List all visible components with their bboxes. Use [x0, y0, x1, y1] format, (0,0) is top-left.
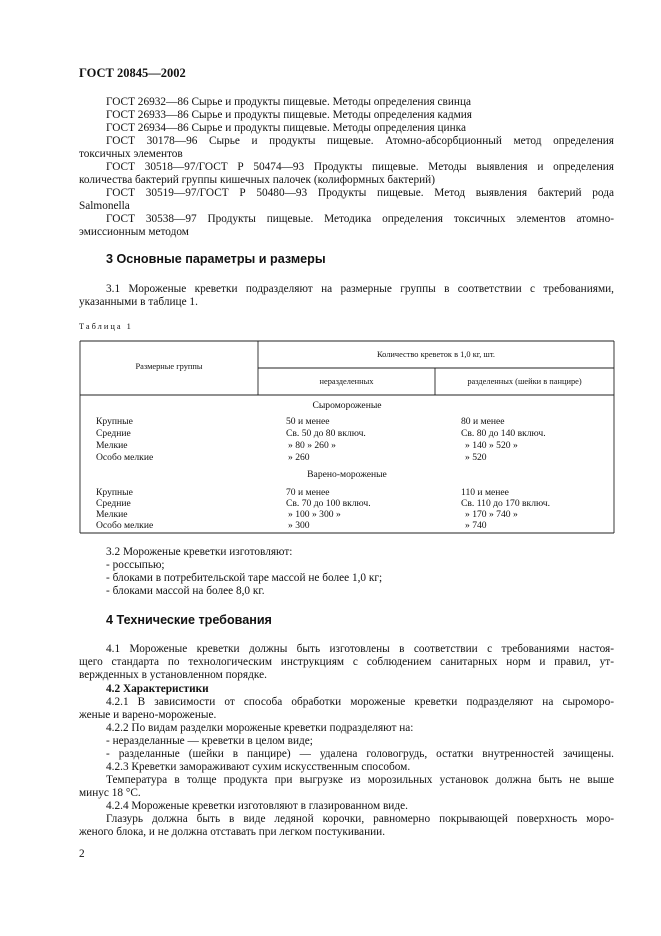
section-4-title: 4 Технические требования — [106, 613, 272, 627]
table-cell-undivided: » 300 — [288, 520, 310, 531]
table-label: Таблица 1 — [79, 322, 133, 331]
table-cell-divided: 110 и менее — [461, 487, 509, 498]
reference-line: ГОСТ 26932—86 Сырье и продукты пищевые. Методы определения свинца — [106, 96, 472, 108]
paragraph-temperature: Температура в толще продукта при выгрузке из морозильных установок должна быть не выше — [106, 774, 614, 786]
document-header: ГОСТ 20845—2002 — [79, 66, 186, 80]
table-cell-divided: » 140 » 520 » — [465, 440, 518, 451]
paragraph-4-1: щего стандарта по технологическим инструкциям с соблюдением санитарных норм и правил, ут- — [79, 656, 614, 668]
table-block-title: Варено-мороженые — [307, 469, 387, 480]
list-item: - неразделанные — креветки в целом виде; — [106, 735, 313, 747]
list-item: - разделанные (шейки в панцире) — удалена головогрудь, остатки внутренностей зачищены. — [106, 748, 614, 760]
table-cell-divided: Св. 80 до 140 включ. — [461, 428, 546, 439]
table-cell-group: Особо мелкие — [96, 520, 154, 531]
table-cell-group: Средние — [96, 498, 131, 509]
list-item: - россыпью; — [106, 559, 165, 571]
section-3-title: 3 Основные параметры и размеры — [106, 252, 326, 266]
paragraph-3-1: 3.1 Мороженые креветки подразделяют на размерные группы в соответствии с требованиями, — [106, 283, 614, 295]
table-cell-undivided: » 80 » 260 » — [288, 440, 336, 451]
list-item: - блоками в потребительской таре массой не более 1,0 кг; — [106, 572, 383, 584]
paragraph-3-2: 3.2 Мороженые креветки изготовляют: — [106, 546, 293, 558]
table-block-title: Сыромороженые — [312, 400, 382, 411]
paragraph-4-2-3: 4.2.3 Креветки замораживают сухим искусственным способом. — [106, 761, 411, 773]
paragraph-4-1: вержденных в установленном порядке. — [79, 669, 267, 681]
table-cell-group: Крупные — [96, 487, 133, 498]
table-cell-group: Средние — [96, 428, 131, 439]
paragraph-4-2-1: 4.2.1 В зависимости от способа обработки мороженые креветки подразделяют на сыроморо- — [106, 696, 614, 708]
reference-line: количества бактерий группы кишечных палочек (колиформных бактерий) — [79, 174, 435, 186]
table-cell-undivided: » 100 » 300 » — [288, 509, 341, 520]
table-cell-divided: Св. 110 до 170 включ. — [461, 498, 551, 509]
reference-line: Salmonella — [79, 200, 130, 212]
page-number: 2 — [79, 848, 85, 860]
paragraph-temperature: минус 18 °С. — [79, 787, 141, 799]
subsection-4-2-title: 4.2 Характеристики — [106, 683, 209, 695]
table-cell-divided: » 740 — [465, 520, 487, 531]
table-cell-divided: 80 и менее — [461, 416, 505, 427]
table-header-count: Количество креветок в 1,0 кг, шт. — [376, 350, 496, 359]
reference-line: ГОСТ 30519—97/ГОСТ Р 50480—93 Продукты пищевые. Метод выявления бактерий рода — [106, 187, 614, 199]
reference-line: ГОСТ 26934—86 Сырье и продукты пищевые. Методы определения цинка — [106, 122, 466, 134]
reference-line: ГОСТ 30518—97/ГОСТ Р 50474—93 Продукты пищевые. Методы выявления и определения — [106, 161, 614, 173]
reference-line: ГОСТ 30538—97 Продукты пищевые. Методика определения токсичных элементов атомно- — [106, 213, 614, 225]
table-cell-divided: » 520 — [465, 452, 487, 463]
paragraph-4-2-2: 4.2.2 По видам разделки мороженые креветки подразделяют на: — [106, 722, 414, 734]
table-cell-group: Мелкие — [96, 440, 128, 451]
table-header-divided: разделенных (шейки в панцире) — [467, 377, 582, 386]
table-cell-undivided: Св. 70 до 100 включ. — [286, 498, 371, 509]
paragraph-3-1: указанными в таблице 1. — [79, 296, 198, 308]
paragraph-4-1: 4.1 Мороженые креветки должны быть изготовлены в соответствии с требованиями настоя- — [106, 643, 614, 655]
paragraph-glaze: женого блока, и не должна отставать при легком постукивании. — [79, 826, 386, 838]
table-cell-undivided: 70 и менее — [286, 487, 330, 498]
paragraph-4-2-4: 4.2.4 Мороженые креветки изготовляют в глазированном виде. — [106, 800, 408, 812]
table-cell-group: Мелкие — [96, 509, 128, 520]
paragraph-4-2-1: женые и варено-мороженые. — [79, 709, 217, 721]
reference-line: ГОСТ 30178—96 Сырье и продукты пищевые. Атомно-абсорбционный метод определения — [106, 135, 614, 147]
list-item: - блоками массой на более 8,0 кг. — [106, 585, 265, 597]
table-cell-group: Особо мелкие — [96, 452, 154, 463]
table-header-undivided: неразделенных — [319, 377, 374, 386]
reference-line: токсичных элементов — [79, 148, 183, 160]
table-cell-group: Крупные — [96, 416, 133, 427]
paragraph-glaze: Глазурь должна быть в виде ледяной корочки, равномерно покрывающей поверхность моро- — [106, 813, 614, 825]
reference-line: ГОСТ 26933—86 Сырье и продукты пищевые. Методы определения кадмия — [106, 109, 472, 121]
table-cell-divided: » 170 » 740 » — [465, 509, 518, 520]
table-cell-undivided: 50 и менее — [286, 416, 330, 427]
table-cell-undivided: Св. 50 до 80 включ. — [286, 428, 366, 439]
table-cell-undivided: » 260 — [288, 452, 310, 463]
table-header-groups: Размерные группы — [135, 362, 203, 371]
reference-line: эмиссионным методом — [79, 226, 189, 238]
